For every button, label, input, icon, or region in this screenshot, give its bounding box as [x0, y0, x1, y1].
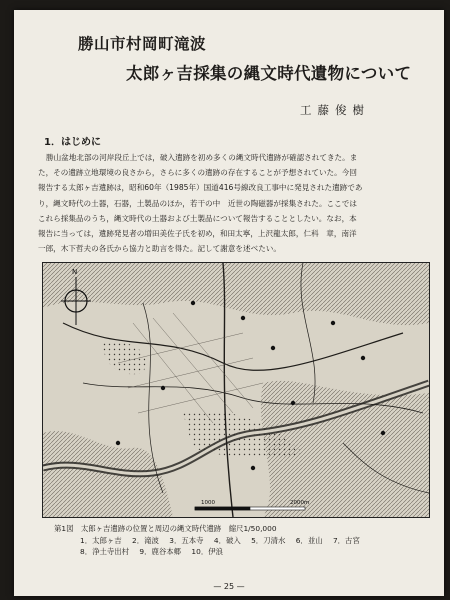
legend-item: 8．浄土寺出村	[80, 547, 130, 556]
legend-row-1	[54, 535, 368, 547]
topographic-map-drawing	[43, 263, 429, 517]
legend-row-2	[54, 546, 368, 558]
legend-item: 1．太郎ヶ吉	[80, 535, 122, 545]
scale-label-2: 2000m	[290, 500, 310, 506]
legend-item: 3．五本寺	[169, 535, 204, 545]
section-heading: 1．はじめに	[44, 137, 101, 148]
document-page	[14, 10, 444, 596]
body-line: り，縄文時代の土器，石器，土製品のほか，若干の中 近世の陶磁器が採集された。ここでは	[38, 198, 357, 208]
title-line-2: 太郎ヶ吉採集の縄文時代遺物について	[126, 64, 412, 83]
body-line: 勝山盆地北部の河岸段丘上では，破入遺跡を初め多くの縄文時代遺跡が確認されてきた。ま	[46, 153, 358, 162]
author-name: 工藤俊樹	[300, 103, 370, 117]
legend-item: 5．刀清水	[251, 535, 286, 545]
figure-caption: 第1図 太郎ヶ吉遺跡の位置と周辺の縄文時代遺跡 縮尺1/50,000	[54, 524, 277, 533]
body-line: 報告に当っては，遺跡発見者の増田美佐子氏を初め，和田太寧，上沢龍太郎，仁科 章，南洋	[38, 229, 357, 239]
legend-item: 2．滝波	[132, 535, 159, 545]
body-line: 報告する太郎ヶ吉遺跡は，昭和60年（1985年）国道416号線改良工事中に発見された遺跡であ	[38, 183, 363, 193]
scale-label-1: 1000	[201, 500, 215, 506]
body-line: これら採集品のうち，縄文時代の土器および土製品について報告することとしたい。なお，本	[38, 213, 357, 223]
body-text	[38, 150, 423, 256]
figure-caption-block	[54, 523, 368, 558]
page-number: — 25 —	[213, 582, 245, 591]
body-line: 一郎，木下哲夫の各氏から協力と助言を得た。記して謝意を述べたい。	[38, 244, 281, 254]
legend-item: 10．伊浪	[191, 547, 223, 556]
legend-item: 6．並山	[295, 535, 323, 545]
scale-bar	[195, 507, 305, 510]
legend-item: 7．古宮	[332, 535, 360, 545]
site-location-map	[42, 262, 430, 518]
legend-item: 9．鹿谷本郷	[139, 547, 182, 556]
legend-item: 4．破入	[213, 535, 241, 545]
title-line-1: 勝山市村岡町滝波	[78, 34, 207, 53]
body-line: た，その遺跡立地環境の良さから，さらに多くの遺跡の存在することが予想されていた。今回	[38, 168, 357, 178]
north-label: N	[72, 268, 78, 276]
